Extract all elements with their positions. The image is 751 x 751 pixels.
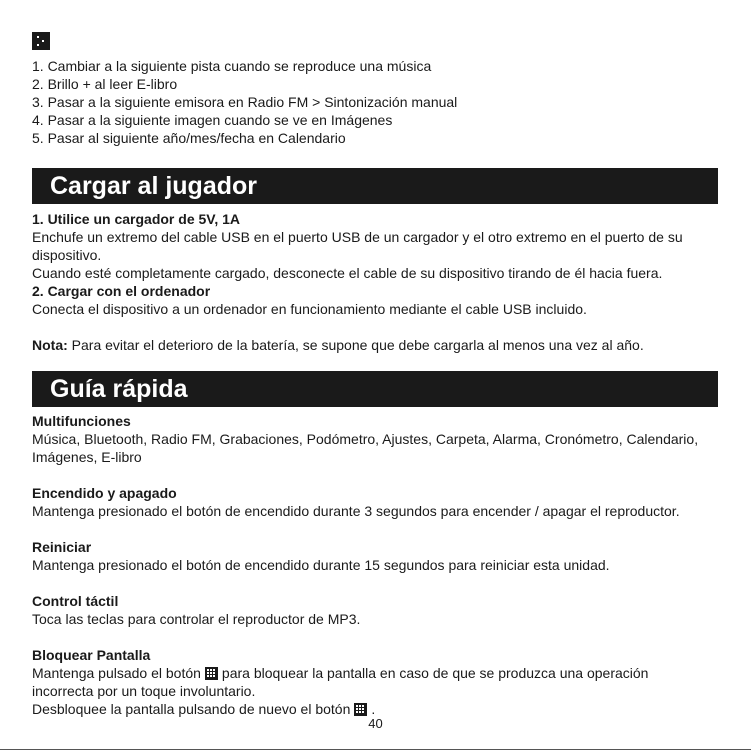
- list-item: 3. Pasar a la siguiente emisora en Radio FM > Sintonización manual: [32, 94, 458, 110]
- multi-text: Imágenes, E-libro: [32, 449, 142, 465]
- lock-text-part: para bloquear la pantalla en caso de que se produzca una operación: [221, 665, 649, 681]
- reset-text: Mantenga presionado el botón de encendido durante 15 segundos para reiniciar esta unidad.: [32, 557, 610, 573]
- unlock-text-part: Desbloquee la pantalla pulsando de nuevo el botón: [32, 701, 351, 717]
- list-item: 2. Brillo + al leer E-libro: [32, 76, 178, 92]
- touch-title: Control táctil: [32, 593, 119, 609]
- lock-text-part: Mantenga pulsado el botón: [32, 665, 201, 681]
- touch-text: Toca las teclas para controlar el reproductor de MP3.: [32, 611, 361, 627]
- lock-title: Bloquear Pantalla: [32, 647, 151, 663]
- guide-heading-banner: [32, 371, 718, 407]
- power-title: Encendido y apagado: [32, 485, 177, 501]
- step2-text: Conecta el dispositivo a un ordenador en funcionamiento mediante el cable USB incluido.: [32, 301, 587, 317]
- step1-text: Enchufe un extremo del cable USB en el puerto USB de un cargador y el otro extremo en el puerto de su: [32, 229, 683, 245]
- function-list: [32, 57, 457, 147]
- next-button-icon: [32, 32, 50, 50]
- lock-text: [32, 664, 722, 682]
- unlock-text-part: .: [371, 701, 376, 717]
- charge-heading: Cargar al jugador: [50, 172, 257, 200]
- multi-title: Multifunciones: [32, 413, 131, 429]
- step1-text: dispositivo.: [32, 247, 102, 263]
- bottom-divider: [0, 749, 751, 750]
- grid-button-icon: [354, 703, 367, 716]
- step1-title: 1. Utilice un cargador de 5V, 1A: [32, 211, 241, 227]
- list-item: 4. Pasar a la siguiente imagen cuando se ve en Imágenes: [32, 112, 393, 128]
- note: [32, 336, 722, 354]
- lock-text: incorrecta por un toque involuntario.: [32, 683, 256, 699]
- page-number: 40: [368, 716, 383, 731]
- note-label: Nota:: [32, 337, 68, 353]
- step1-text: Cuando esté completamente cargado, desconecte el cable de su dispositivo tirando de él hacia fuera.: [32, 265, 663, 281]
- reset-title: Reiniciar: [32, 539, 92, 555]
- guide-heading: Guía rápida: [50, 375, 188, 403]
- charge-heading-banner: [32, 168, 718, 204]
- grid-button-icon: [205, 667, 218, 680]
- list-item: 5. Pasar al siguiente año/mes/fecha en Calendario: [32, 130, 346, 146]
- multi-text: Música, Bluetooth, Radio FM, Grabaciones, Podómetro, Ajustes, Carpeta, Alarma, Cronómetro, Calendario,: [32, 431, 699, 447]
- guide-section: [32, 412, 722, 718]
- power-text: Mantenga presionado el botón de encendido durante 3 segundos para encender / apagar el reproductor.: [32, 503, 680, 519]
- charge-section: [32, 210, 722, 354]
- step2-title: 2. Cargar con el ordenador: [32, 283, 211, 299]
- list-item: 1. Cambiar a la siguiente pista cuando se reproduce una música: [32, 58, 432, 74]
- note-text: Para evitar el deterioro de la batería, se supone que debe cargarla al menos una vez al año.: [67, 337, 644, 353]
